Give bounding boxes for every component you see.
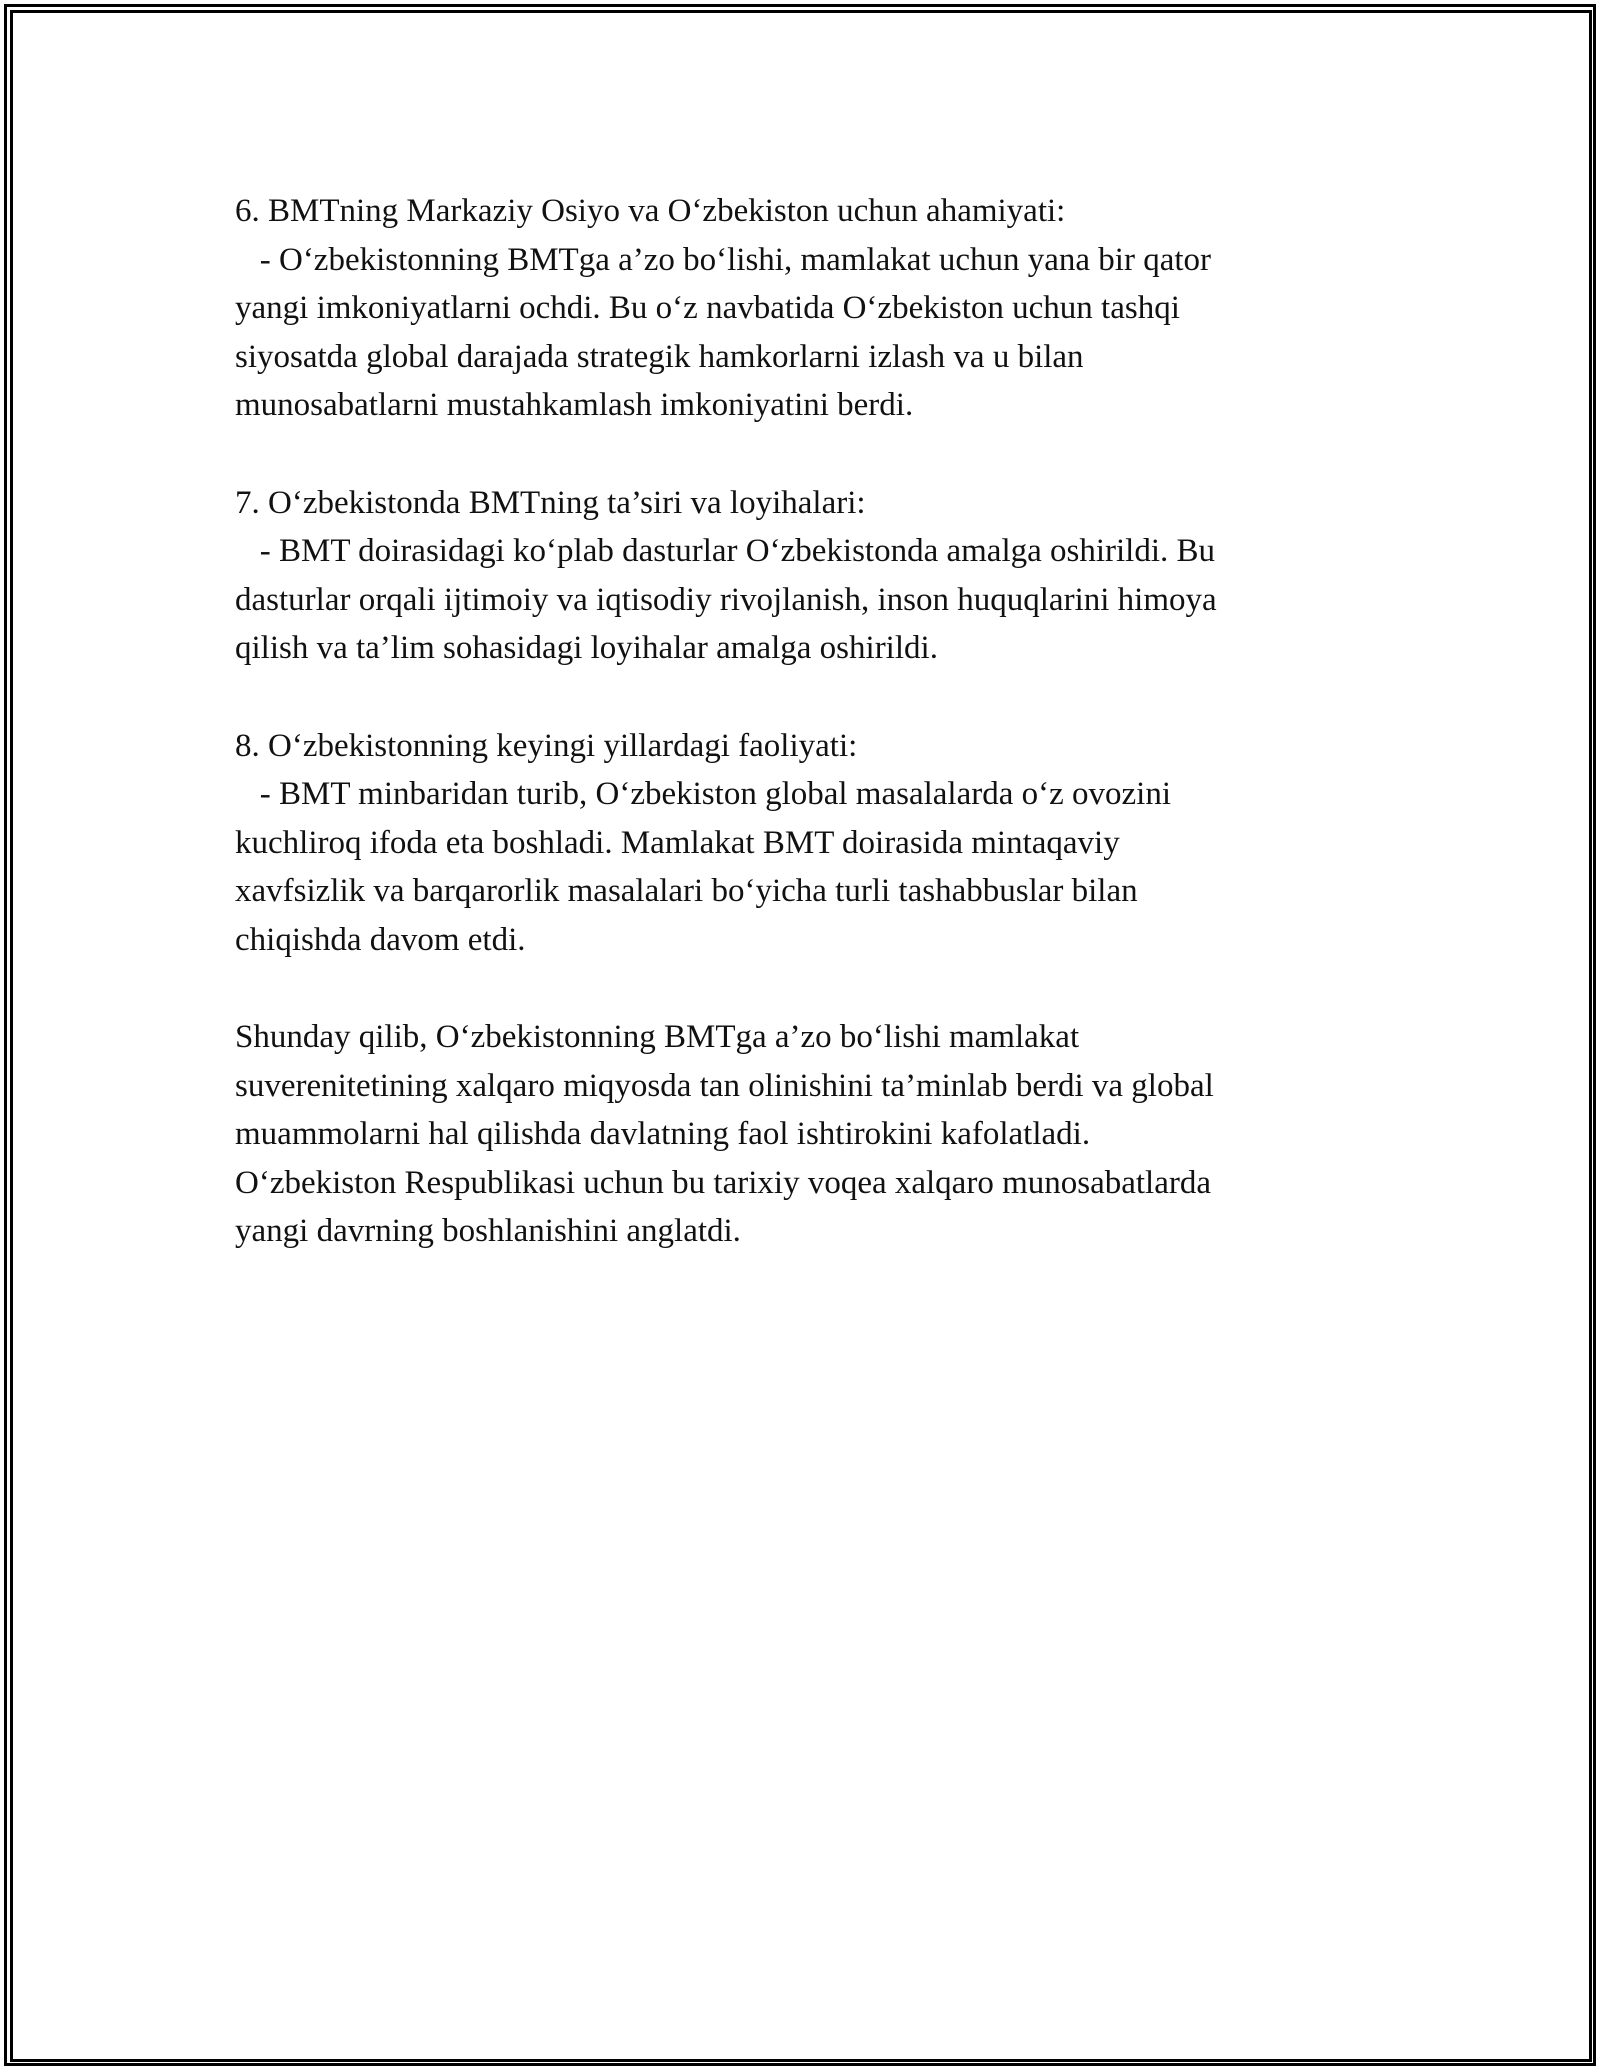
section-7-un-projects — [235, 479, 1355, 673]
paragraph-line: - BMT doirasidagi ko‘plab dasturlar O‘zbekistonda amalga oshirildi. Bu — [235, 533, 1216, 570]
section-heading: 7. O‘zbekistonda BMTning ta’siri va loyihalari: — [235, 484, 866, 521]
paragraph-line: Shunday qilib, O‘zbekistonning BMTga a’zo bo‘lishi mamlakat — [235, 1019, 1080, 1056]
section-heading: 6. BMTning Markaziy Osiyo va O‘zbekiston uchun ahamiyati: — [235, 193, 1066, 229]
paragraph-line: chiqishda davom etdi. — [235, 921, 526, 958]
paragraph-line: yangi imkoniyatlarni ochdi. Bu o‘z navbatida O‘zbekiston uchun tashqi — [235, 290, 1180, 327]
paragraph-line: - O‘zbekistonning BMTga a’zo bo‘lishi, mamlakat uchun yana bir qator — [235, 241, 1211, 278]
paragraph-line: siyosatda global darajada strategik hamkorlarni izlash va u bilan — [235, 338, 1084, 375]
paragraph-line: muammolarni hal qilishda davlatning faol ishtirokini kafolatladi. — [235, 1116, 1091, 1153]
paragraph-line: suverenitetining xalqaro miqyosda tan olinishini ta’minlab berdi va global — [235, 1067, 1214, 1104]
paragraph-line: xavfsizlik va barqarorlik masalalari bo‘yicha turli tashabbuslar bilan — [235, 873, 1138, 910]
paragraph-line: - BMT minbaridan turib, O‘zbekiston global masalalarda o‘z ovozini — [235, 776, 1171, 813]
paragraph-line: dasturlar orqali ijtimoiy va iqtisodiy rivojlanish, inson huquqlarini himoya — [235, 581, 1217, 618]
paragraph-line: yangi davrning boshlanishini anglatdi. — [235, 1213, 741, 1250]
paragraph-line: kuchliroq ifoda eta boshladi. Mamlakat BMT doirasida mintaqaviy — [235, 824, 1120, 861]
paragraph-line: O‘zbekiston Respublikasi uchun bu tarixiy voqea xalqaro munosabatlarda — [235, 1164, 1211, 1201]
document-body — [235, 187, 1355, 1305]
conclusion-paragraph — [235, 1013, 1355, 1256]
section-8-later-activity — [235, 722, 1355, 965]
section-6-un-importance — [235, 187, 1355, 430]
paragraph-line: qilish va ta’lim sohasidagi loyihalar amalga oshirildi. — [235, 630, 938, 667]
section-heading: 8. O‘zbekistonning keyingi yillardagi faoliyati: — [235, 727, 858, 764]
paragraph-line: munosabatlarni mustahkamlash imkoniyatini berdi. — [235, 387, 914, 424]
